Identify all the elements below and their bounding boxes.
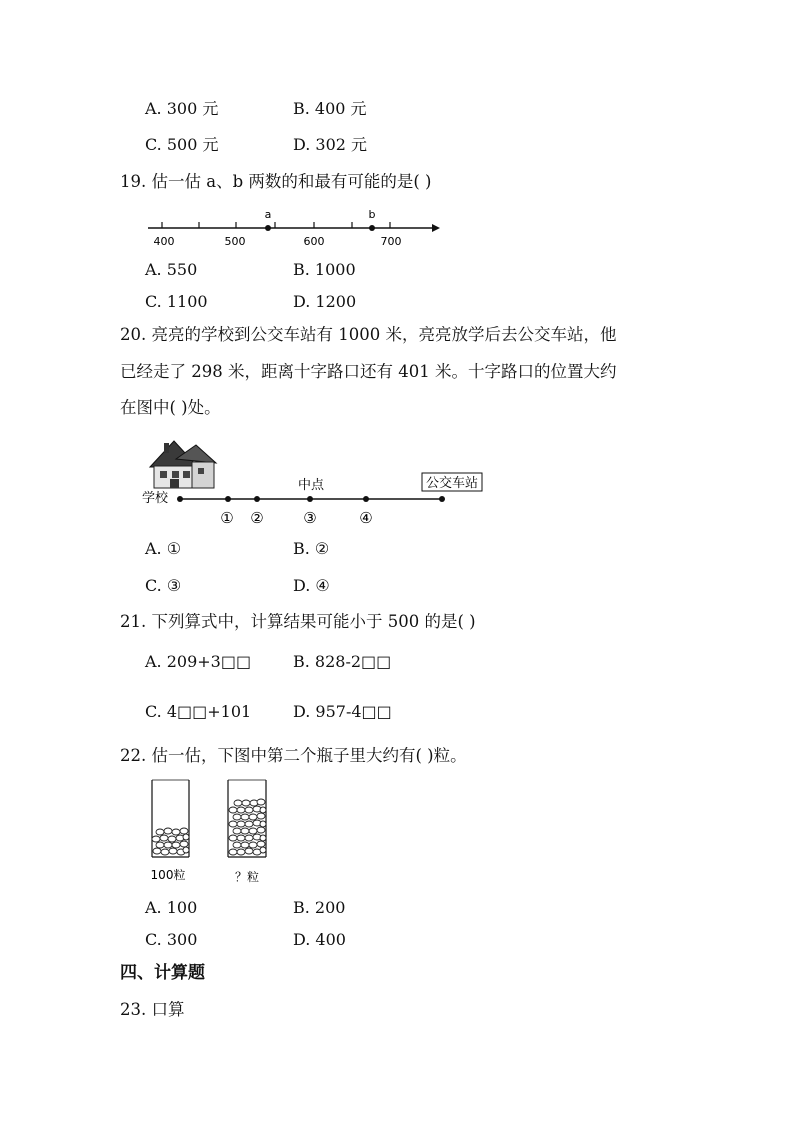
q19-stem: 19. 估一估 a、b 两数的和最有可能的是( ) [120, 172, 432, 191]
tick-label-700: 700 [380, 235, 402, 248]
q21-option-a: A. 209+3□□ [145, 652, 252, 671]
marker-1: ① [220, 509, 234, 527]
q21-option-c: C. 4□□+101 [145, 702, 252, 721]
q20-option-b: B. ② [293, 539, 330, 558]
tick-label-400: 400 [153, 235, 175, 248]
q18-option-c: C. 500 元 [145, 135, 219, 154]
q19-option-b: B. 1000 [293, 260, 356, 279]
q19-option-c: C. 1100 [145, 292, 208, 311]
marker-2: ② [250, 509, 264, 527]
q22-option-c: C. 300 [145, 930, 198, 949]
q20-option-c: C. ③ [145, 576, 182, 595]
q21-option-b: B. 828-2□□ [293, 652, 392, 671]
q22-option-b: B. 200 [293, 898, 346, 917]
q23-stem: 23. 口算 [120, 1000, 185, 1019]
school-label: 学校 [142, 491, 169, 506]
q20-stem-line-2: 已经走了 298 米，距离十字路口还有 401 米。十字路口的位置大约 [120, 362, 617, 381]
jar-1-label: 100粒 [150, 868, 186, 882]
bus-station-label: 公交车站 [425, 476, 479, 491]
point-a-label: a [264, 208, 272, 221]
q22-option-a: A. 100 [145, 898, 198, 917]
jar-2-label: ？粒 [234, 870, 260, 884]
midpoint-label: 中点 [297, 478, 325, 493]
jar-1-icon [152, 780, 189, 857]
q21-stem: 21. 下列算式中，计算结果可能小于 500 的是( ) [120, 612, 476, 631]
section-heading: 四、计算题 [120, 963, 205, 983]
q18-option-a: A. 300 元 [145, 99, 219, 118]
tick-label-600: 600 [303, 235, 325, 248]
q20-stem-line-1: 20. 亮亮的学校到公交车站有 1000 米，亮亮放学后去公交车站，他 [120, 325, 617, 344]
q20-stem-line-3: 在图中( )处。 [120, 398, 221, 417]
q18-option-d: D. 302 元 [293, 135, 368, 154]
q19-option-d: D. 1200 [293, 292, 357, 311]
point-a-dot [265, 225, 271, 231]
tick-label-500: 500 [224, 235, 246, 248]
marker-3: ③ [303, 509, 317, 527]
q19-number-line [140, 200, 450, 252]
q18-option-b: B. 400 元 [293, 99, 367, 118]
jar-2-icon [228, 780, 266, 857]
q22-jars-figure [140, 775, 290, 887]
point-b-label: b [368, 208, 376, 221]
q20-route-figure [140, 435, 490, 530]
q20-option-d: D. ④ [293, 576, 330, 595]
school-house-icon [150, 441, 216, 488]
q19-option-a: A. 550 [145, 260, 198, 279]
q22-option-d: D. 400 [293, 930, 346, 949]
point-b-dot [369, 225, 375, 231]
q20-option-a: A. ① [145, 539, 182, 558]
q22-stem: 22. 估一估，下图中第二个瓶子里大约有( )粒。 [120, 746, 467, 765]
q21-option-d: D. 957-4□□ [293, 702, 392, 721]
marker-4: ④ [359, 509, 373, 527]
